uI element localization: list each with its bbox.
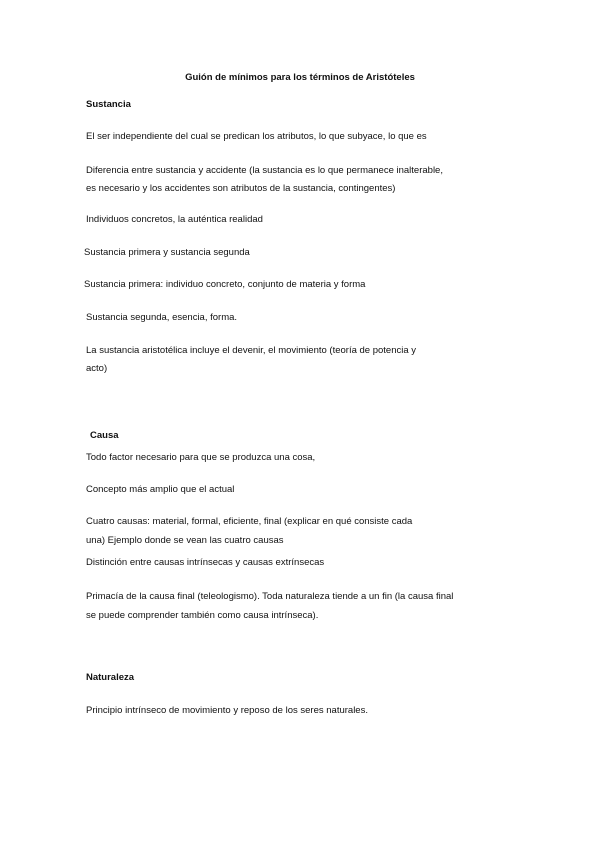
- paragraph-line: Concepto más amplio que el actual: [86, 484, 235, 495]
- paragraph-line: Principio intrínseco de movimiento y reposo de los seres naturales.: [86, 705, 368, 716]
- paragraph-line: Sustancia primera: individuo concreto, conjunto de materia y forma: [84, 279, 366, 290]
- paragraph-line: Todo factor necesario para que se produzca una cosa,: [86, 452, 316, 463]
- heading-causa: Causa: [90, 430, 119, 441]
- paragraph-line: acto): [86, 363, 108, 374]
- paragraph-line: Cuatro causas: material, formal, eficiente, final (explicar en qué consiste cada: [86, 516, 413, 527]
- paragraph-line: una) Ejemplo donde se vean las cuatro causas: [86, 535, 284, 546]
- paragraph-line: La sustancia aristotélica incluye el devenir, el movimiento (teoría de potencia y: [86, 345, 417, 356]
- paragraph-line: Sustancia primera y sustancia segunda: [84, 247, 250, 258]
- paragraph-line: Individuos concretos, la auténtica realidad: [86, 214, 263, 225]
- paragraph-line: El ser independiente del cual se predican los atributos, lo que subyace, lo que es: [86, 131, 427, 142]
- paragraph-line: se puede comprender también como causa intrínseca).: [86, 610, 319, 621]
- document-title: Guión de mínimos para los términos de Aristóteles: [185, 72, 415, 83]
- paragraph-line: Sustancia segunda, esencia, forma.: [86, 312, 238, 323]
- paragraph-line: es necesario y los accidentes son atributos de la sustancia, contingentes): [86, 183, 396, 194]
- paragraph-line: Primacía de la causa final (teleologismo). Toda naturaleza tiende a un fin (la causa final: [86, 591, 454, 602]
- paragraph-line: Diferencia entre sustancia y accidente (la sustancia es lo que permanece inalterable,: [86, 165, 443, 176]
- paragraph-line: Distinción entre causas intrínsecas y causas extrínsecas: [86, 557, 325, 568]
- heading-sustancia: Sustancia: [86, 99, 131, 110]
- heading-naturaleza: Naturaleza: [86, 672, 135, 683]
